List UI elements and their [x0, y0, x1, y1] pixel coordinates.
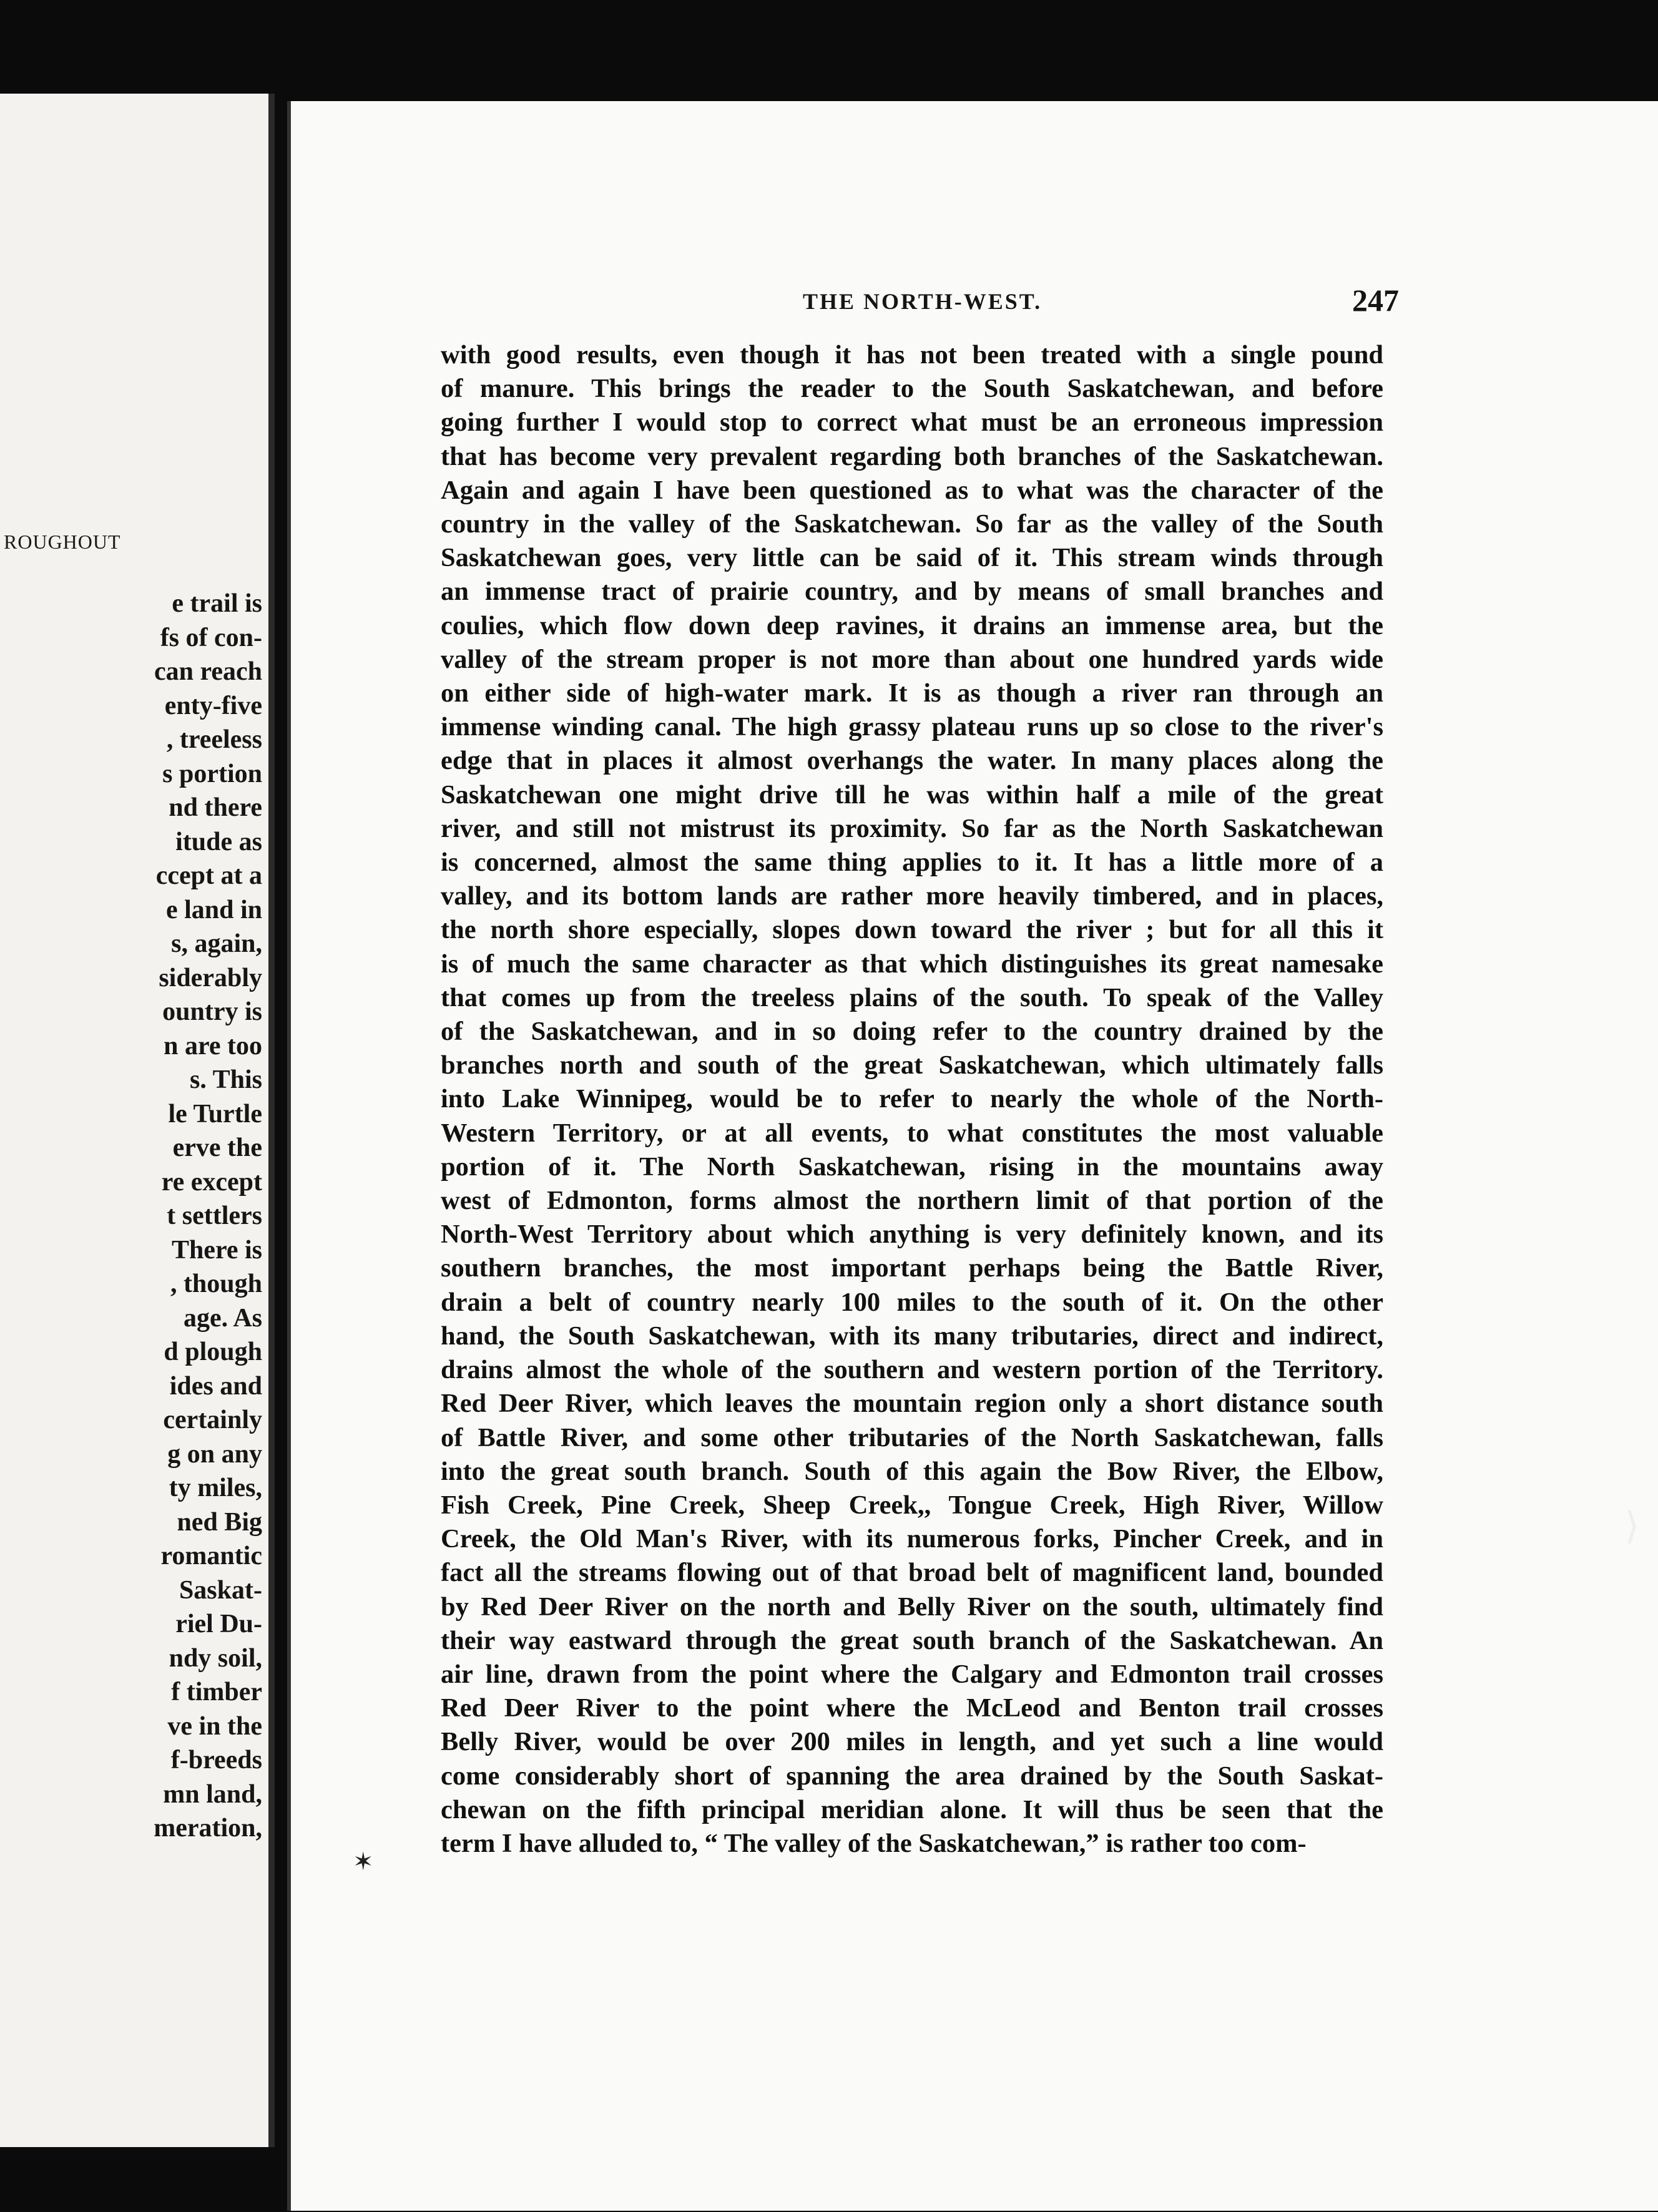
- text-line: term I have alluded to, “ The valley of the Saskatchewan,” is rather too com-: [441, 1828, 1307, 1858]
- text-line: is of much the same character as that which distinguishes its great namesake: [441, 949, 1383, 979]
- left-text-line-fragment: d plough: [164, 1338, 262, 1366]
- left-text-line-fragment: t settlers: [167, 1201, 262, 1230]
- text-line: immense winding canal. The high grassy plateau runs up so close to the river's: [441, 712, 1383, 742]
- text-line: by Red Deer River on the north and Belly River on the south, ultimately find: [441, 1592, 1383, 1622]
- left-text-line-fragment: erve the: [172, 1133, 262, 1162]
- text-line: of the Saskatchewan, and in so doing refer to the country drained by the: [441, 1017, 1383, 1047]
- left-text-line-fragment: itude as: [175, 827, 262, 856]
- text-line: Red Deer River to the point where the McLeod and Benton trail crosses: [441, 1693, 1383, 1723]
- text-line: west of Edmonton, forms almost the northern limit of that portion of the: [441, 1186, 1383, 1216]
- left-text-line-fragment: ned Big: [177, 1507, 262, 1537]
- left-text-line-fragment: Saskat-: [179, 1575, 262, 1605]
- text-line: valley, and its bottom lands are rather more heavily timbered, and in places,: [441, 881, 1383, 911]
- text-line: southern branches, the most important perhaps being the Battle River,: [441, 1253, 1383, 1283]
- text-line: the north shore especially, slopes down toward the river ; but for all this it: [441, 915, 1383, 945]
- left-text-line-fragment: e trail is: [172, 589, 262, 618]
- page-body-text: [441, 338, 1383, 1861]
- text-line: their way eastward through the great south branch of the Saskatchewan. An: [441, 1625, 1383, 1655]
- ink-speck: ✶: [353, 1847, 374, 1876]
- text-line: Saskatchewan goes, very little can be said of it. This stream winds through: [441, 543, 1383, 573]
- left-text-line-fragment: age. As: [184, 1303, 262, 1333]
- left-text-line-fragment: ccept at a: [155, 861, 262, 890]
- text-line: is concerned, almost the same thing applies to it. It has a little more of a: [441, 848, 1383, 878]
- text-line: Fish Creek, Pine Creek, Sheep Creek,, Tongue Creek, High River, Willow: [441, 1490, 1383, 1520]
- text-line: chewan on the fifth principal meridian alone. It will thus be seen that the: [441, 1794, 1383, 1824]
- left-text-line-fragment: s, again,: [171, 929, 262, 958]
- text-line: valley of the stream proper is not more than about one hundred yards wide: [441, 644, 1383, 674]
- text-line: drain a belt of country nearly 100 miles to the south of it. On the other: [441, 1287, 1383, 1317]
- left-text-line-fragment: e land in: [165, 895, 262, 924]
- text-line: an immense tract of prairie country, and by means of small branches and: [441, 577, 1383, 607]
- left-text-line-fragment: There is: [171, 1235, 262, 1265]
- text-line: branches north and south of the great Saskatchewan, which ultimately falls: [441, 1050, 1383, 1080]
- text-line: with good results, even though it has not been treated with a single pound: [441, 340, 1383, 369]
- left-text-line-fragment: ountry is: [162, 997, 262, 1026]
- left-text-line-fragment: meration,: [154, 1814, 262, 1843]
- text-line: into Lake Winnipeg, would be to refer to nearly the whole of the North-: [441, 1084, 1383, 1114]
- left-text-line-fragment: n are too: [164, 1031, 262, 1060]
- left-text-line-fragment: g on any: [167, 1439, 262, 1469]
- left-text-line-fragment: , treeless: [166, 725, 262, 754]
- left-text-line-fragment: f-breeds: [170, 1746, 262, 1774]
- text-line: portion of it. The North Saskatchewan, rising in the mountains away: [441, 1152, 1383, 1182]
- running-head: THE NORTH-WEST.: [803, 289, 1042, 314]
- left-text-line-fragment: can reach: [154, 657, 262, 686]
- text-line: Western Territory, or at all events, to what constitutes the most valuable: [441, 1118, 1383, 1148]
- left-text-line-fragment: romantic: [160, 1542, 262, 1570]
- left-text-line-fragment: certainly: [163, 1406, 262, 1434]
- left-text-line-fragment: , though: [170, 1270, 262, 1298]
- text-line: coulies, which flow down deep ravines, it drains an immense area, but the: [441, 610, 1383, 640]
- text-line: country in the valley of the Saskatchewan. So far as the valley of the South: [441, 509, 1383, 539]
- left-text-line-fragment: f timber: [171, 1678, 262, 1706]
- left-text-line-fragment: nd there: [169, 793, 262, 822]
- text-line: North-West Territory about which anything is very definitely known, and its: [441, 1220, 1383, 1250]
- text-line: come considerably short of spanning the area drained by the South Saskat-: [441, 1761, 1383, 1791]
- book-page: [287, 101, 1658, 2211]
- text-line: river, and still not mistrust its proximity. So far as the North Saskatchewan: [441, 813, 1383, 843]
- left-text-line-fragment: re except: [161, 1167, 262, 1197]
- left-text-line-fragment: ides and: [169, 1371, 262, 1401]
- left-text-line-fragment: ndy soil,: [169, 1643, 262, 1673]
- left-text-line-fragment: mn land,: [163, 1779, 262, 1809]
- left-text-line-fragment: fs of con-: [160, 623, 262, 652]
- text-line: air line, drawn from the point where the Calgary and Edmonton trail crosses: [441, 1659, 1383, 1689]
- text-line: of manure. This brings the reader to the South Saskatchewan, and before: [441, 374, 1383, 404]
- text-line: Belly River, would be over 200 miles in length, and yet such a line would: [441, 1727, 1383, 1757]
- left-text-line-fragment: riel Du-: [175, 1610, 262, 1638]
- text-line: Again and again I have been questioned as to what was the character of the: [441, 475, 1383, 505]
- text-line: drains almost the whole of the southern and western portion of the Territory.: [441, 1355, 1383, 1385]
- left-text-line-fragment: siderably: [159, 963, 262, 992]
- text-line: that has become very prevalent regarding both branches of the Saskatchewan.: [441, 441, 1383, 471]
- page-edge-mark: ⟩: [1624, 1504, 1639, 1548]
- page-number: 247: [1352, 283, 1399, 318]
- left-page-heading-fragment: ROUGHOUT: [4, 531, 121, 553]
- left-text-line-fragment: s. This: [190, 1065, 262, 1094]
- text-line: Red Deer River, which leaves the mountain region only a short distance south: [441, 1389, 1383, 1419]
- left-page-fragment: [0, 94, 275, 2147]
- text-line: edge that in places it almost overhangs the water. In many places along the: [441, 746, 1383, 776]
- left-text-line-fragment: ty miles,: [169, 1474, 262, 1502]
- text-line: going further I would stop to correct what must be an erroneous impression: [441, 408, 1383, 438]
- text-line: Saskatchewan one might drive till he was within half a mile of the great: [441, 780, 1383, 810]
- text-line: Creek, the Old Man's River, with its numerous forks, Pincher Creek, and in: [441, 1524, 1383, 1554]
- left-text-line-fragment: le Turtle: [168, 1099, 262, 1128]
- text-line: hand, the South Saskatchewan, with its many tributaries, direct and indirect,: [441, 1321, 1383, 1351]
- text-line: fact all the streams flowing out of that broad belt of magnificent land, bounded: [441, 1558, 1383, 1588]
- left-text-line-fragment: enty-five: [164, 691, 262, 720]
- left-text-line-fragment: s portion: [162, 759, 262, 788]
- text-line: into the great south branch. South of this again the Bow River, the Elbow,: [441, 1456, 1383, 1486]
- left-text-line-fragment: ve in the: [167, 1711, 262, 1741]
- text-line: that comes up from the treeless plains of the south. To speak of the Valley: [441, 982, 1383, 1012]
- text-line: on either side of high-water mark. It is as though a river ran through an: [441, 678, 1383, 708]
- text-line: of Battle River, and some other tributaries of the North Saskatchewan, falls: [441, 1422, 1383, 1452]
